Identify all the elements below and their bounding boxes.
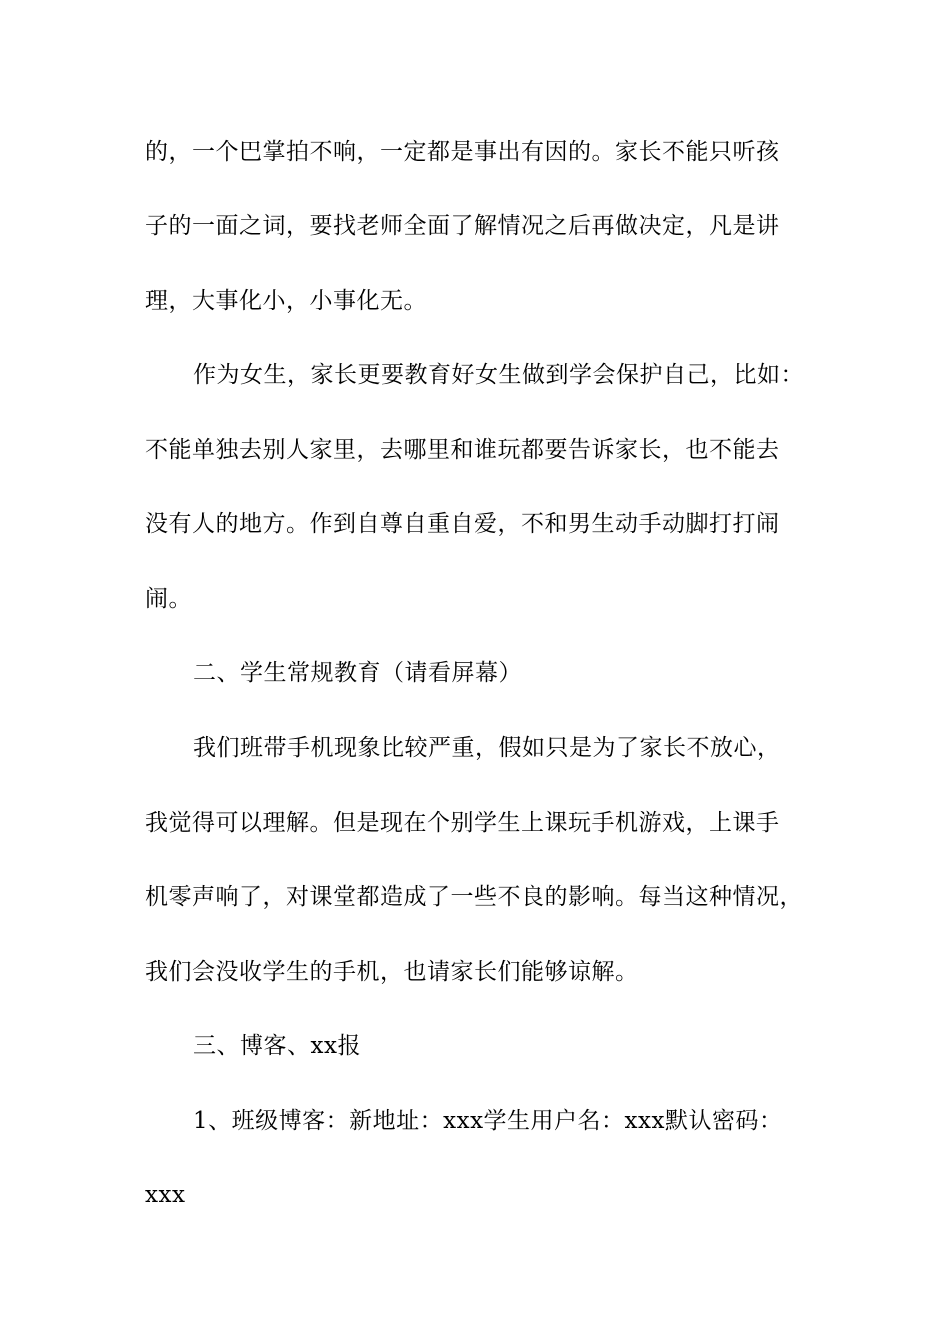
text-line: 我觉得可以理解。但是现在个别学生上课玩手机游戏，上课手: [145, 810, 780, 836]
text-line: 理，大事化小，小事化无。: [145, 288, 427, 314]
text-line: xxx: [145, 1182, 186, 1208]
paragraph-first-line: 我们班带手机现象比较严重，假如只是为了家长不放心，: [193, 735, 781, 761]
paragraph-first-line: 1、班级博客：新地址：xxx学生用户名：xxx默认密码：: [193, 1108, 783, 1134]
section-heading: 二、学生常规教育（请看屏幕）: [193, 660, 522, 686]
text-line: 子的一面之词，要找老师全面了解情况之后再做决定，凡是讲: [145, 213, 780, 239]
section-heading: 三、博客、xx报: [193, 1033, 361, 1059]
text-line: 闹。: [145, 586, 192, 612]
text-line: 的，一个巴掌拍不响，一定都是事出有因的。家长不能只听孩: [145, 139, 780, 165]
text-line: 没有人的地方。作到自尊自重自爱，不和男生动手动脚打打闹: [145, 511, 780, 537]
paragraph-first-line: 作为女生，家长更要教育好女生做到学会保护自己，比如：: [193, 362, 804, 388]
text-line: 我们会没收学生的手机，也请家长们能够谅解。: [145, 959, 639, 985]
text-line: 机零声响了，对课堂都造成了一些不良的影响。每当这种情况，: [145, 884, 803, 910]
text-line: 不能单独去别人家里，去哪里和谁玩都要告诉家长，也不能去: [145, 437, 780, 463]
